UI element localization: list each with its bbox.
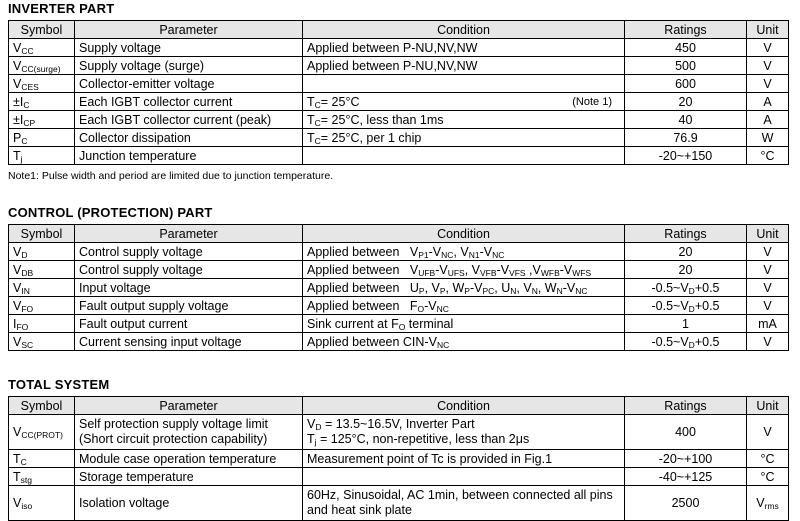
symbol-text: T [13,451,21,466]
parameter-cell: Fault output current [75,315,303,333]
symbol-subscript: CC [21,45,34,56]
table-row [9,111,789,129]
symbol-cell [9,93,75,111]
condition-symbol: T [307,112,315,127]
rating-cell: 2500 [625,486,747,521]
unit-cell: W [747,129,789,147]
condition-symbol: T [307,130,315,145]
symbol-text: V [13,76,22,91]
inverter-part-title: INVERTER PART [8,1,115,16]
parameter-cell: Supply voltage (surge) [75,57,303,75]
condition-cell: Applied between $V_{UFB}-V_{UFS}$, $V_{VFB}-V_{VFS}$ $,V_{WFB}-V_{WFS}$ [303,261,625,279]
symbol-text: T [13,469,21,484]
symbol-subscript: CC(surge) [21,63,61,74]
symbol-cell [9,261,75,279]
header-ratings: Ratings [625,225,747,243]
symbol-subscript: CES [21,81,39,92]
condition-cell: 60Hz, Sinusoidal, AC 1min, between connected all pins and heat sink plate [303,486,625,521]
condition-text: = 25°C [320,94,360,109]
rating-cell: -20~+150 [625,147,747,165]
symbol-subscript: CP [23,117,36,128]
symbol-text: V [13,298,22,313]
condition-text: = 25°C, less than 1ms [320,112,444,127]
table-row [9,279,789,297]
inverter-header-row [9,21,789,39]
header-unit: Unit [747,397,789,415]
table-row [9,93,789,111]
parameter-cell: Current sensing input voltage [75,333,303,351]
unit-cell: V [747,243,789,261]
symbol-cell [9,486,75,521]
symbol-text: V [13,280,22,295]
symbol-text: ±I [13,94,24,109]
parameter-cell: Self protection supply voltage limit (Short circuit protection capability) [75,415,303,450]
unit-cell: V [747,39,789,57]
symbol-subscript: D [21,249,28,260]
symbol-text: V [13,58,22,73]
rating-cell: 1 [625,315,747,333]
total-system-title: TOTAL SYSTEM [8,377,110,392]
symbol-text: P [13,130,22,145]
condition-text: Applied between P-NU,NV,NW [307,40,478,55]
unit-cell: $V_{rms}$ [747,486,789,521]
parameter-cell: Junction temperature [75,147,303,165]
symbol-cell [9,415,75,450]
symbol-subscript: CC(PROT) [21,429,63,440]
unit-cell: V [747,279,789,297]
table-row [9,75,789,93]
rating-cell: -40~+125 [625,468,747,486]
symbol-text: T [13,148,21,163]
inverter-note: Note1: Pulse width and period are limited due to junction temperature. [8,170,334,182]
header-condition: Condition [303,397,625,415]
unit-cell: V [747,297,789,315]
unit-cell: °C [747,450,789,468]
condition-cell [303,75,625,93]
unit-cell: A [747,111,789,129]
symbol-text: I [13,316,17,331]
rating-cell: 20 [625,261,747,279]
condition-text: = 25°C, per 1 chip [320,130,422,145]
symbol-text: V [13,262,22,277]
table-row [9,486,789,521]
symbol-text: V [13,40,22,55]
parameter-cell: Supply voltage [75,39,303,57]
control-part-title: CONTROL (PROTECTION) PART [8,205,213,220]
parameter-cell: Fault output supply voltage [75,297,303,315]
condition-subscript: C [314,99,321,110]
header-unit: Unit [747,21,789,39]
symbol-subscript: stg [20,474,32,485]
symbol-subscript: C [23,99,30,110]
unit-cell: V [747,57,789,75]
symbol-subscript: C [20,456,27,467]
symbol-cell [9,297,75,315]
rating-cell: 76.9 [625,129,747,147]
rating-cell: 20 [625,243,747,261]
rating-cell: $-0.5\sim V_D+0.5$ [625,333,747,351]
unit-cell: V [747,75,789,93]
symbol-text: V [13,334,22,349]
header-unit: Unit [747,225,789,243]
rating-cell: -20~+100 [625,450,747,468]
symbol-subscript: iso [21,500,33,511]
header-parameter: Parameter [75,225,303,243]
condition-subscript: C [314,117,321,128]
symbol-text: V [13,424,22,439]
unit-cell: V [747,415,789,450]
parameter-cell: Isolation voltage [75,486,303,521]
condition-cell [303,129,625,147]
symbol-subscript: FO [16,321,29,332]
symbol-cell [9,129,75,147]
table-row [9,315,789,333]
total-header-row [9,397,789,415]
header-symbol: Symbol [9,225,75,243]
symbol-cell [9,243,75,261]
parameter-cell: Module case operation temperature [75,450,303,468]
symbol-text: V [13,495,22,510]
control-table [8,224,789,351]
table-row [9,261,789,279]
table-row [9,57,789,75]
rating-cell: 400 [625,415,747,450]
rating-cell: $-0.5\sim V_D+0.5$ [625,297,747,315]
condition-note: (Note 1) [572,95,612,108]
parameter-cell: Input voltage [75,279,303,297]
rating-cell: $-0.5\sim V_D+0.5$ [625,279,747,297]
header-symbol: Symbol [9,397,75,415]
table-row [9,333,789,351]
condition-subscript: C [314,135,321,146]
table-row [9,129,789,147]
header-parameter: Parameter [75,21,303,39]
condition-cell: Applied between $V_{P1}-V_{NC}$, $V_{N1}-V_{NC}$ [303,243,625,261]
header-ratings: Ratings [625,21,747,39]
symbol-subscript: C [21,135,28,146]
control-header-row [9,225,789,243]
condition-text: Applied between P-NU,NV,NW [307,58,478,73]
parameter-cell: Each IGBT collector current (peak) [75,111,303,129]
header-symbol: Symbol [9,21,75,39]
condition-cell [303,57,625,75]
symbol-subscript: DB [21,267,34,278]
table-row [9,147,789,165]
condition-cell: Applied between $U_P$, $V_P$, $W_P-V_{PC}$, $U_N$, $V_N$, $W_N-V_{NC}$ [303,279,625,297]
condition-cell [303,39,625,57]
table-row [9,468,789,486]
symbol-subscript: FO [21,303,34,314]
condition-cell: Sink current at $F_O$ terminal [303,315,625,333]
header-ratings: Ratings [625,397,747,415]
table-row [9,450,789,468]
unit-cell: °C [747,147,789,165]
table-row [9,39,789,57]
symbol-cell [9,39,75,57]
symbol-cell [9,111,75,129]
table-row [9,297,789,315]
parameter-cell: Collector dissipation [75,129,303,147]
symbol-cell [9,333,75,351]
symbol-cell [9,468,75,486]
symbol-text: V [13,244,22,259]
symbol-subscript: IN [21,285,30,296]
symbol-cell [9,75,75,93]
condition-cell: Applied between CIN-$V_{NC}$ [303,333,625,351]
rating-cell: 40 [625,111,747,129]
parameter-cell: Collector-emitter voltage [75,75,303,93]
rating-cell: 600 [625,75,747,93]
condition-cell [303,111,625,129]
unit-cell: A [747,93,789,111]
parameter-cell: Control supply voltage [75,261,303,279]
condition-cell: Applied between $F_O-V_{NC}$ [303,297,625,315]
symbol-subscript: SC [21,339,34,350]
total-table [8,396,789,521]
table-row [9,415,789,450]
symbol-cell [9,147,75,165]
header-condition: Condition [303,225,625,243]
unit-cell: V [747,333,789,351]
inverter-table [8,20,789,165]
unit-cell: °C [747,468,789,486]
parameter-cell: Storage temperature [75,468,303,486]
symbol-cell [9,450,75,468]
condition-symbol: T [307,94,315,109]
rating-cell: 20 [625,93,747,111]
condition-cell: $V_D$ = 13.5~16.5V, Inverter Part $T_j = 125^\circ C$, non-repetitive, less than 2μs [303,415,625,450]
condition-cell [303,93,625,111]
header-parameter: Parameter [75,397,303,415]
rating-cell: 450 [625,39,747,57]
parameter-cell: Each IGBT collector current [75,93,303,111]
unit-cell: V [747,261,789,279]
table-row [9,243,789,261]
symbol-text: ±I [13,112,24,127]
rating-cell: 500 [625,57,747,75]
condition-cell [303,147,625,165]
header-condition: Condition [303,21,625,39]
condition-cell [303,468,625,486]
symbol-cell [9,57,75,75]
symbol-subscript: j [20,153,23,164]
parameter-cell: Control supply voltage [75,243,303,261]
unit-cell: mA [747,315,789,333]
condition-cell: Measurement point of Tc is provided in Fig.1 [303,450,625,468]
symbol-cell [9,279,75,297]
symbol-cell [9,315,75,333]
